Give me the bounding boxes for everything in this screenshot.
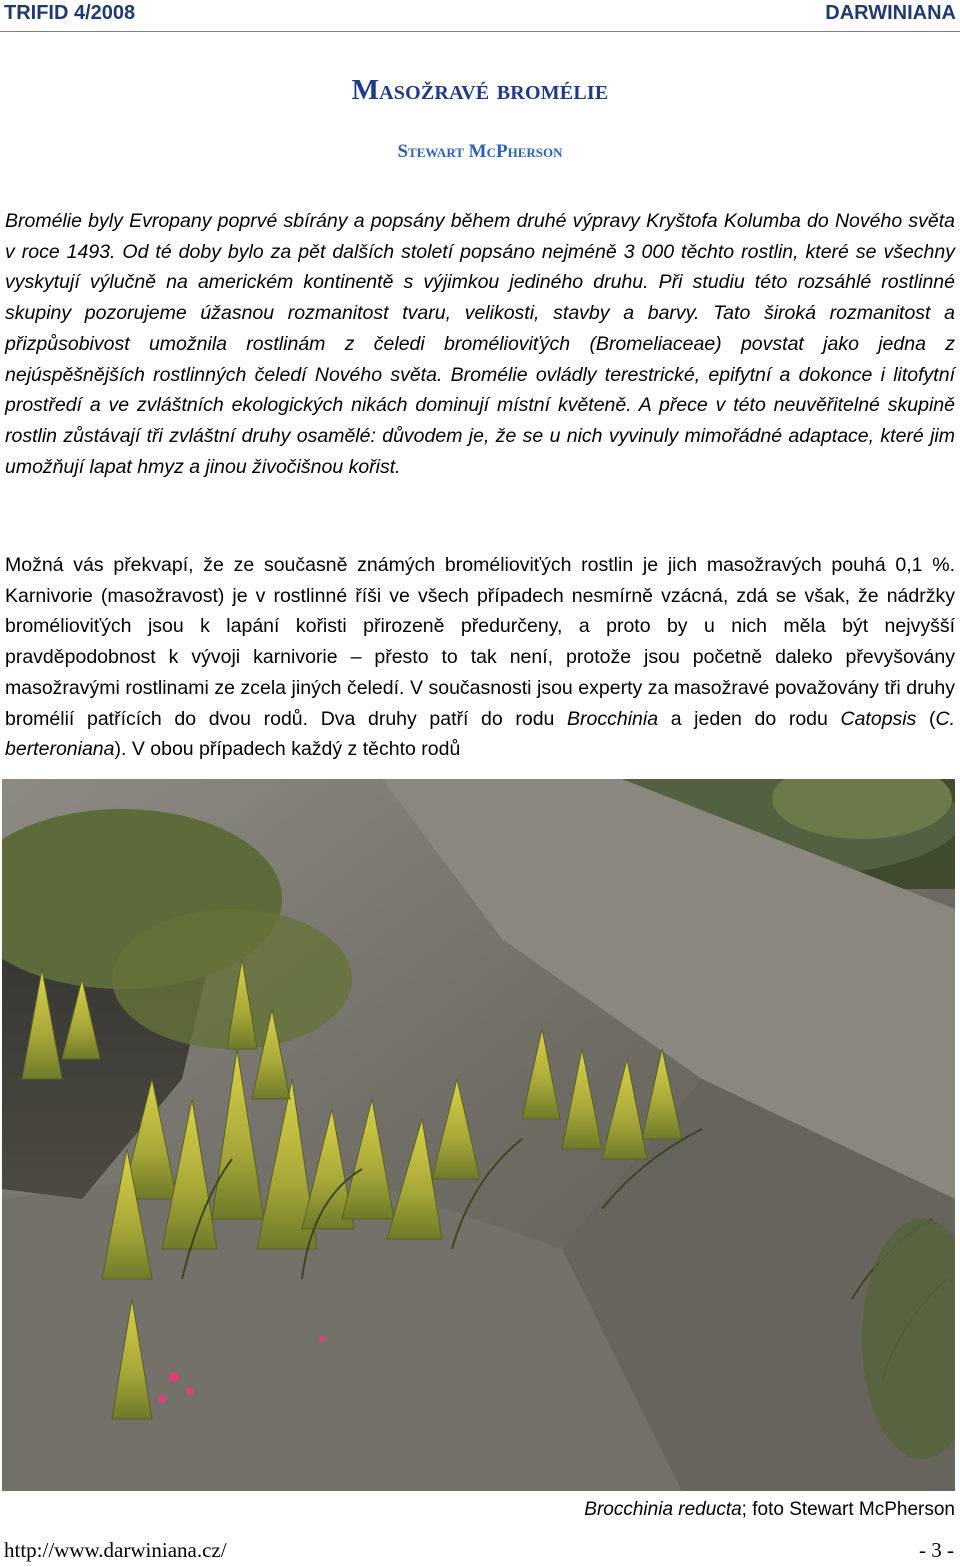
paragraph-text: Možná vás překvapí, že ze současně známých bromélioviťých rostlin je jich masožravých pouhá 0,1 %. Karnivorie (masožravost) je v rostlinné říši ve všech případech nesmírně vzácná, zdá se však, že nádržky bromélioviťých jsou k lapání kořisti přirozeně předurčeny, a proto by u nich měla být nejvyšší pravděpodobnost k vývoji karnivorie – přesto to tak není, protože jsou početně daleko převyšovány masožravými rostlinami ze zcela jiných čeledí. V současnosti jsou experty za masožravé považovány tři druhy bromélií patřících do dvou rodů. Dva druhy patří do rodu (5, 554, 955, 730)
caption-credit: ; foto Stewart McPherson (741, 1499, 955, 1520)
caption-species: Brocchinia reducta (584, 1499, 742, 1520)
photo-caption (584, 1499, 955, 1521)
page-number: - 3 - (919, 1538, 954, 1562)
species-name: C. berteroniana (5, 707, 955, 761)
photo-brocchinia-reducta (2, 779, 955, 1491)
article-title: Masožravé bromélie (351, 74, 609, 106)
paragraph-text: a jeden do rodu (658, 707, 841, 730)
plant-photo-illustration (2, 779, 955, 1491)
article-author: Stewart McPherson (397, 141, 563, 162)
paragraph-text: ( (916, 707, 936, 730)
paragraph-text: ). V obou případech každý z těchto rodů (114, 738, 461, 761)
genus-brocchinia: Brocchinia (567, 707, 659, 730)
footer-url[interactable]: http://www.darwiniana.cz/ (4, 1538, 227, 1562)
paragraph-intro: Bromélie byly Evropany poprvé sbírány a popsány během druhé výpravy Kryštofa Kolumba do Nového světa v roce 1493. Od té doby bylo za pět dalších století popsáno nejméně 3 000 těchto rostlin, které se všechny vyskytují výlučně na americkém kontinentě s výjimkou jediného druhu. Při studiu této rozsáhlé rostlinné skupiny pozorujeme úžasnou rozmanitost tvaru, velikosti, stavby a barvy. Tato široká rozmanitost a přizpůsobivost umožnila rostlinám z čeledi bromélioviťých (Bromeliaceae) povstat jako jedna z nejúspěšnějších rostlinných čeledí Nového světa. Bromélie ovládly terestrické, epifytní a dokonce i litofytní prostředí a ve zvláštních ekologických nikách dominují místní květeně. A přece v této neuvěřitelné skupině rostlin zůstávají tři zvláštní druhy osamělé: důvodem je, že se u nich vyvinuly mimořádné adaptace, které jim umožňují lapat hmyz a jinou živočišnou kořist. (5, 210, 955, 478)
header-rule (0, 31, 960, 32)
section-name: DARWINIANA (825, 2, 956, 24)
genus-catopsis: Catopsis (840, 707, 917, 730)
page-header (0, 0, 960, 32)
journal-issue: TRIFID 4/2008 (4, 2, 136, 24)
paragraph-body (5, 550, 955, 765)
